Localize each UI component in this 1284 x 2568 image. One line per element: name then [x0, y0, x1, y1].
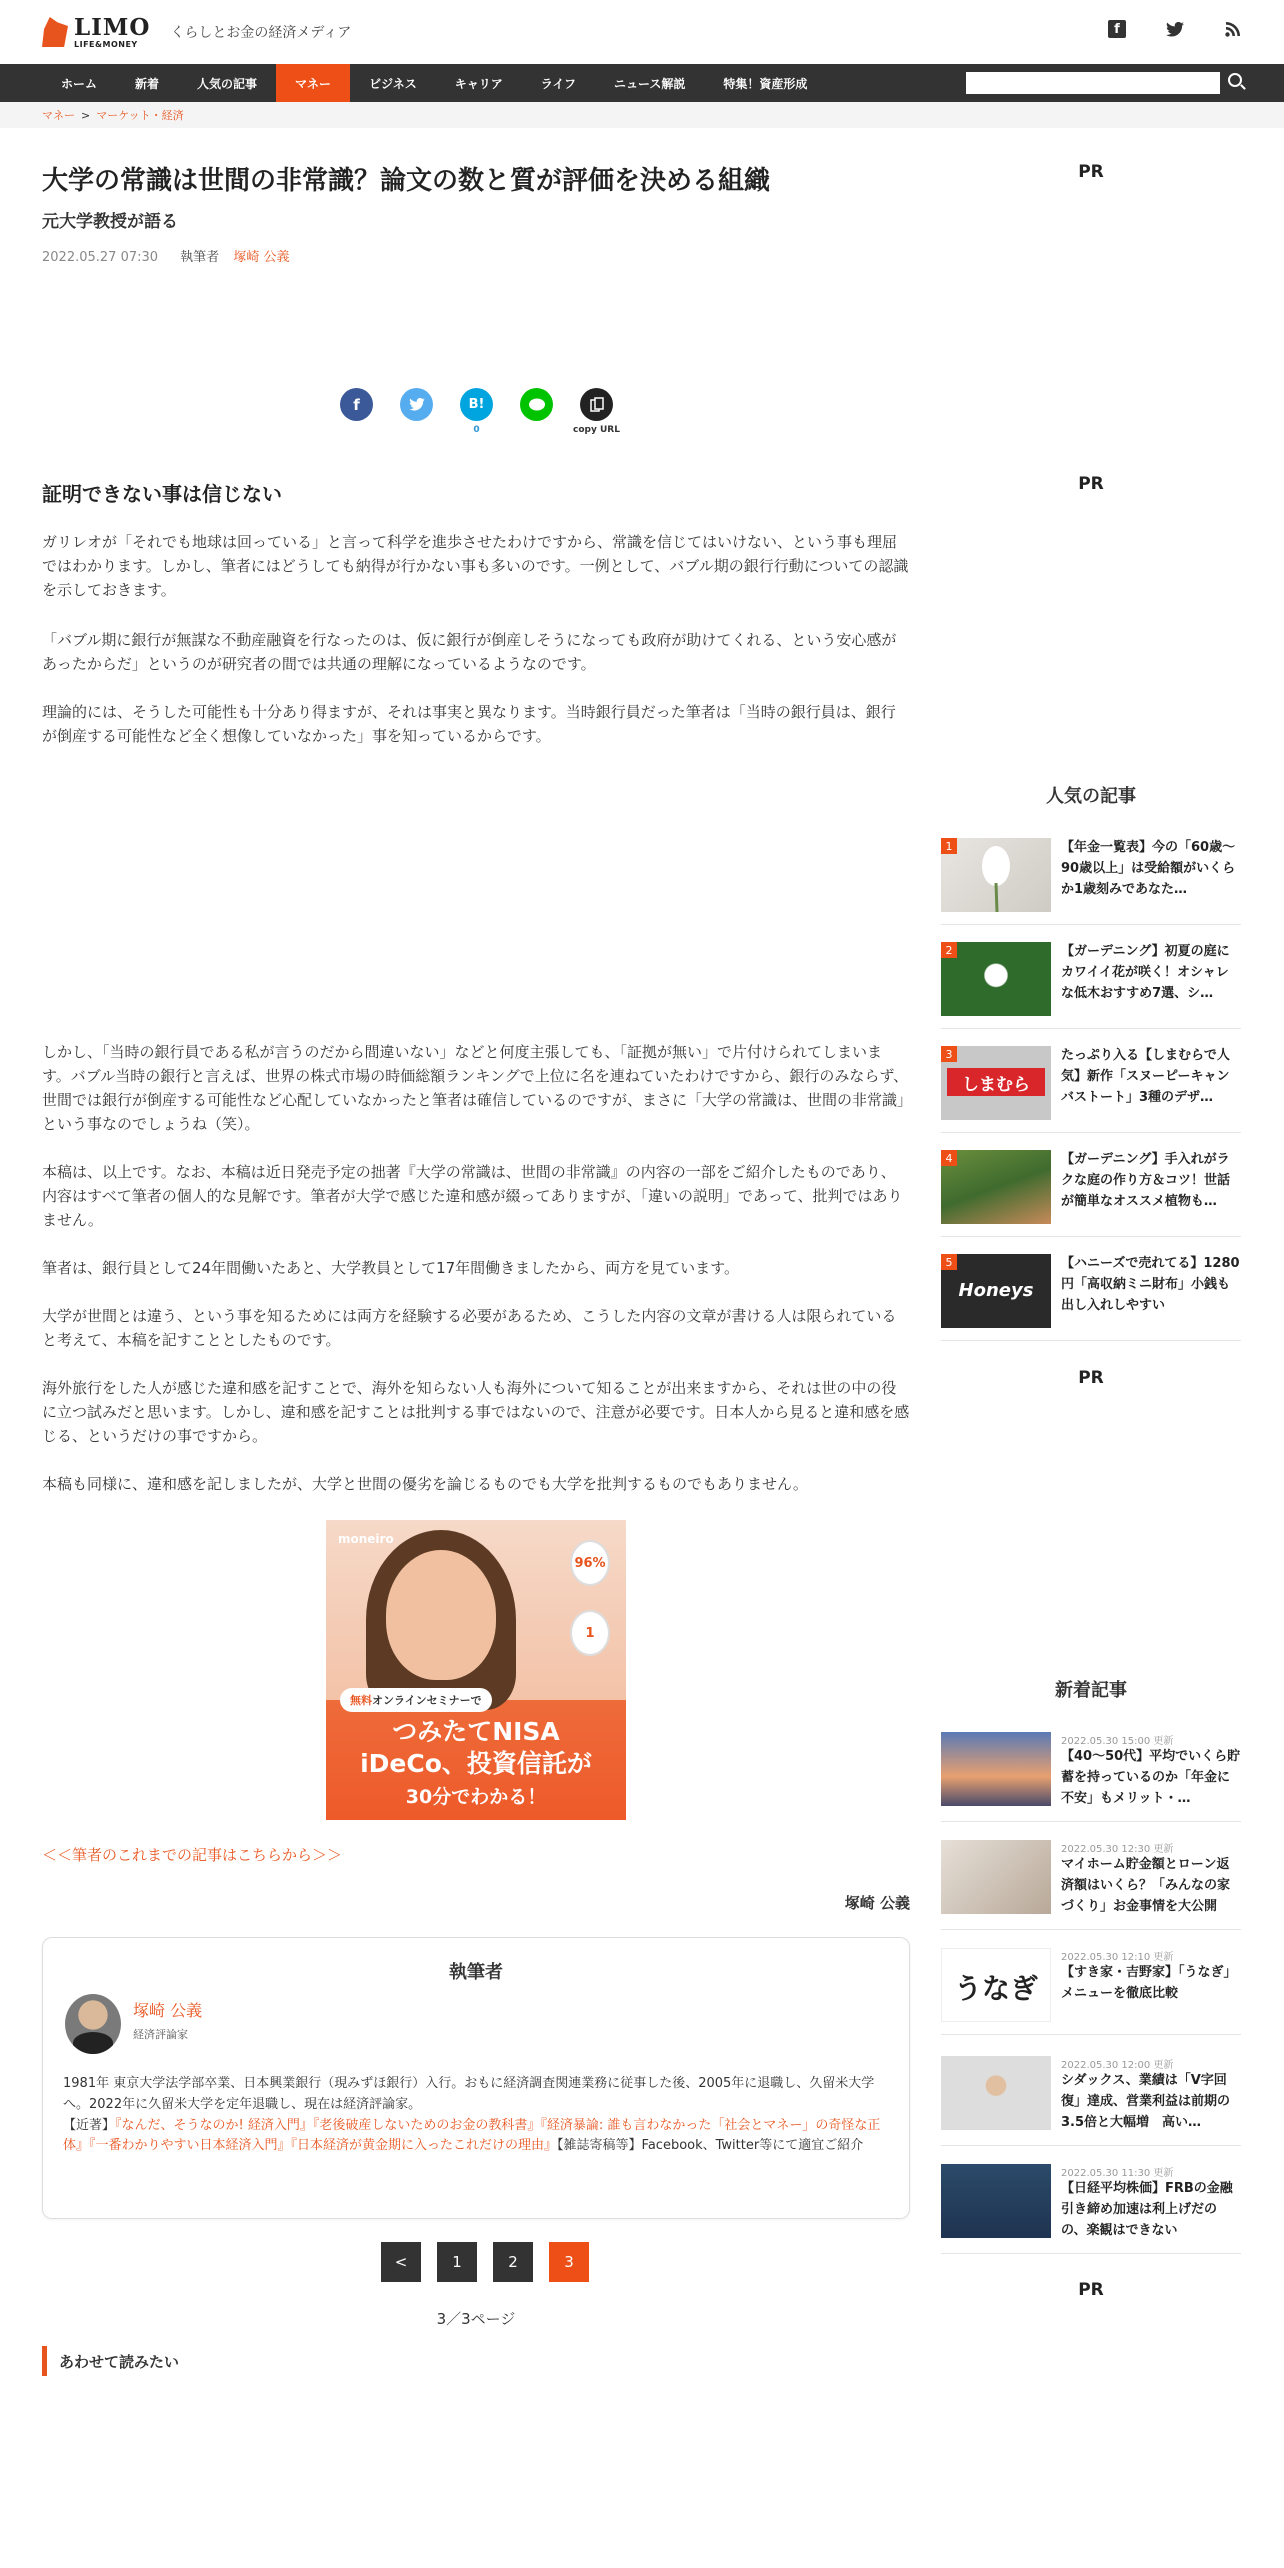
- popular-thumb: [941, 1046, 1051, 1120]
- breadcrumb-market[interactable]: マーケット・経済: [96, 109, 184, 122]
- ad-line-1: つみたてNISA: [392, 1717, 560, 1746]
- social-links: [1108, 20, 1242, 38]
- works-suffix: 【雑誌寄稿等】Facebook、Twitter等にて適宜ご紹介: [557, 2138, 864, 2154]
- share-hatena[interactable]: [460, 388, 493, 439]
- popular-item[interactable]: [941, 1046, 1241, 1133]
- pager-prev-button[interactable]: <: [381, 2242, 421, 2282]
- author-box-title: 執筆者: [449, 1962, 503, 1983]
- facebook-icon[interactable]: f: [1108, 20, 1126, 38]
- ad-pill: [340, 1688, 492, 1712]
- new-article-thumb: [941, 1948, 1051, 2022]
- author-box-role: 経済評論家: [133, 2028, 188, 2041]
- popular-thumb: [941, 1254, 1051, 1328]
- section-heading: 証明できない事は信じない: [42, 482, 282, 506]
- new-article-date: 2022.05.30 12:30 更新: [1061, 1844, 1174, 1855]
- pr-label: PR: [1078, 474, 1104, 494]
- article-date: 2022.05.27 07:30: [42, 250, 159, 266]
- nav-item-home[interactable]: ホーム: [61, 76, 98, 91]
- share-copy-url[interactable]: [573, 388, 620, 439]
- page-title: 大学の常識は世間の非常識？論文の数と質が評価を決める組織: [42, 166, 771, 196]
- author-box-name[interactable]: 塚崎 公義: [133, 2001, 203, 2020]
- article-main: [42, 156, 910, 2416]
- popular-item[interactable]: [941, 1254, 1241, 1341]
- article-paragraph: 理論的には、そうした可能性も十分あり得ますが、それは事実と異なります。当時銀行員だった筆者は「当時の銀行員は、銀行が倒産する可能性など全く想像していなかった」事を知っているからです。: [42, 703, 896, 745]
- pr-label: PR: [1078, 162, 1104, 182]
- new-article-date: 2022.05.30 15:00 更新: [1061, 1736, 1174, 1747]
- work-link[interactable]: 『老後破産しないためのお金の教科書』: [312, 2117, 541, 2133]
- sidebar: [941, 156, 1241, 2356]
- share-line[interactable]: [520, 388, 553, 439]
- ad-badge-satisfaction: 96%: [570, 1540, 610, 1586]
- article-paragraph: 「バブル期に銀行が無謀な不動産融資を行なったのは、仮に銀行が倒産しそうになっても政府が助けてくれる、という安心感があったからだ」というのが研究者の間では共通の理解になっているようなのです。: [42, 631, 897, 673]
- breadcrumb-separator: >: [81, 108, 91, 122]
- popular-item[interactable]: [941, 1150, 1241, 1237]
- share-buttons: [340, 388, 620, 439]
- work-link[interactable]: 『なんだ、そうなのか! 経済入門』: [115, 2117, 313, 2133]
- search-icon[interactable]: [1228, 73, 1242, 87]
- pager-page-2[interactable]: 2: [493, 2242, 533, 2282]
- new-article-item[interactable]: [941, 2056, 1241, 2146]
- new-article-title: シダックス、業績は「V字回復」達成、営業利益は前期の3.5倍と大幅増 高い…: [1061, 2073, 1231, 2130]
- pr-label: PR: [1078, 2280, 1104, 2300]
- author-articles-link[interactable]: ＜＜筆者のこれまでの記事はこちらから＞＞: [42, 1846, 343, 1864]
- author-link[interactable]: 塚崎 公義: [233, 250, 290, 266]
- article-paragraph: 本稿も同様に、違和感を記しましたが、大学と世間の優劣を論じるものでも大学を批判するものでもありません。: [42, 1475, 808, 1493]
- popular-thumb: [941, 1150, 1051, 1224]
- ad-line-2: iDeCo、投資信託が: [360, 1749, 592, 1778]
- logo-main-text: LIMO: [74, 13, 151, 41]
- new-article-date: 2022.05.30 12:00 更新: [1061, 2060, 1174, 2071]
- article-paragraph: ガリレオが「それでも地球は回っている」と言って科学を進歩させたわけですから、常識を信じてはいけない、という事も理屈ではわかります。しかし、筆者にはどうしても納得が行かない事も多いのです。一例として、バブル期の銀行行動についての認識を示しておきます。: [42, 533, 909, 599]
- breadcrumb: [0, 102, 1284, 128]
- work-link[interactable]: 『一番わかりやすい日本経済入門』: [89, 2138, 291, 2154]
- page-count: 3／3ページ: [436, 2310, 516, 2328]
- rank-number: 1: [941, 838, 957, 854]
- shimamura-sign: しまむら: [947, 1068, 1045, 1096]
- nav-item-business[interactable]: ビジネス: [369, 76, 417, 91]
- seminar-ad-banner[interactable]: [326, 1520, 626, 1820]
- popular-item[interactable]: [941, 838, 1241, 925]
- rank-number: 5: [941, 1254, 957, 1270]
- nav-item-career[interactable]: キャリア: [454, 76, 503, 91]
- pagination: [381, 2242, 589, 2282]
- site-logo[interactable]: [42, 13, 151, 49]
- work-link[interactable]: 『日本経済が黄金期に入ったこれだけの理由』: [290, 2138, 558, 2154]
- rss-icon[interactable]: [1224, 20, 1242, 38]
- site-header: [0, 0, 1284, 64]
- article-paragraph: しかし、「当時の銀行員である私が言うのだから間違いない」などと何度主張しても、「証拠が無い」で片付けられてしまいます。バブル当時の銀行と言えば、世界の株式市場の時価総額ランキングで上位に名を連ねていたわけですから、銀行のみならず、世間では銀行が倒産する可能性など心配していなかったと筆者は確信しているのですが、まさに「大学の常識は、世間の非常識」という事なのでしょうね（笑）。: [42, 1043, 909, 1133]
- hatena-count: 0: [473, 425, 480, 435]
- share-twitter[interactable]: [400, 388, 433, 439]
- new-articles-title: 新着記事: [1055, 1680, 1127, 1701]
- facebook-share-icon: f: [340, 388, 373, 421]
- nav-item-popular[interactable]: 人気の記事: [197, 76, 258, 91]
- new-article-thumb: [941, 2056, 1051, 2130]
- new-article-title: 【すき家・吉野家】「うなぎ」メニューを徹底比較: [1061, 1965, 1237, 2001]
- rank-number: 2: [941, 942, 957, 958]
- popular-title: 人気の記事: [1046, 786, 1136, 807]
- ad-badge-rank: 1: [570, 1610, 610, 1656]
- unagi-logo: うなぎ: [953, 1972, 1038, 2005]
- main-nav: [0, 64, 1284, 102]
- new-article-date: 2022.05.30 11:30 更新: [1061, 2168, 1174, 2179]
- popular-thumb: [941, 942, 1051, 1016]
- new-article-title: 【40～50代】平均でいくら貯蓄を持っているのか「年金に不安」もメリット・…: [1061, 1749, 1241, 1806]
- share-facebook[interactable]: [340, 388, 373, 439]
- rank-number: 4: [941, 1150, 957, 1166]
- nav-item-feature[interactable]: 特集！資産形成: [723, 76, 808, 91]
- search-input[interactable]: [966, 72, 1220, 94]
- article-meta: [42, 246, 910, 265]
- work-link[interactable]: 『経済暴論: 誰も言わなかった「社会とマネー」の奇怪な正体』: [63, 2117, 881, 2154]
- popular-title-text: 【ガーデニング】初夏の庭にカワイイ花が咲く！オシャレな低木おすすめ7選、シ…: [1061, 944, 1230, 1001]
- nav-item-new[interactable]: 新着: [135, 76, 160, 91]
- popular-thumb: [941, 838, 1051, 912]
- article-subtitle: 元大学教授が語る: [42, 212, 178, 233]
- copy-url-label: copy URL: [573, 425, 620, 435]
- logo-icon: [42, 17, 68, 47]
- works-prefix: 【近著】: [63, 2117, 116, 2133]
- new-article-item[interactable]: [941, 1732, 1241, 1822]
- popular-item[interactable]: [941, 942, 1241, 1029]
- author-bio: [63, 2074, 889, 2157]
- new-article-title: 【日経平均株価】FRBの金融引き締め加速は利上げだのの、楽観はできない: [1061, 2181, 1233, 2238]
- copy-icon: [580, 388, 613, 421]
- popular-title-text: 【年金一覧表】今の「60歳～90歳以上」は受給額がいくらか1歳刻みであなた…: [1061, 840, 1236, 897]
- logo-sub-text: LIFE&MONEY: [74, 39, 138, 49]
- avatar: [65, 1994, 121, 2054]
- breadcrumb-money[interactable]: マネー: [42, 109, 75, 122]
- new-article-thumb: [941, 1840, 1051, 1914]
- author-signature: 塚崎 公義: [844, 1894, 910, 1912]
- twitter-share-icon: [400, 388, 433, 421]
- author-box: [42, 1937, 910, 2219]
- ad-pill-free: 無料: [350, 1694, 372, 1707]
- ad-brand: moneiro: [338, 1532, 394, 1546]
- ad-photo-face: [386, 1550, 496, 1680]
- popular-title-text: 【ガーデニング】手入れがラクな庭の作り方＆コツ！世話が簡単なオススメ植物も…: [1061, 1152, 1231, 1209]
- new-article-item[interactable]: [941, 1948, 1241, 2035]
- site-tagline: くらしとお金の経済メディア: [170, 25, 352, 41]
- popular-title-text: 【ハニーズで売れてる】1280円「高収納ミニ財布」小銭も出し入れしやすい: [1061, 1256, 1240, 1313]
- hatena-share-icon: B!: [460, 388, 493, 421]
- nav-item-money[interactable]: マネー: [276, 64, 350, 102]
- honeys-logo: Honeys: [958, 1280, 1034, 1301]
- pager-page-1[interactable]: 1: [437, 2242, 477, 2282]
- twitter-icon[interactable]: [1166, 20, 1184, 38]
- new-article-item[interactable]: [941, 2164, 1241, 2254]
- author-label: 執筆者: [180, 250, 220, 266]
- nav-item-news[interactable]: ニュース解説: [614, 76, 686, 91]
- rank-number: 3: [941, 1046, 957, 1062]
- ad-line-3: 30分でわかる！: [405, 1786, 547, 1808]
- new-article-thumb: [941, 1732, 1051, 1806]
- line-share-icon: [520, 388, 553, 421]
- article-paragraph: 大学が世間とは違う、という事を知るためには両方を経験する必要があるため、こうした内容の文章が書ける人は限られていると考えて、本稿を記すこととしたものです。: [42, 1307, 897, 1349]
- nav-item-life[interactable]: ライフ: [540, 76, 576, 91]
- ad-pill-text: オンラインセミナーで: [372, 1694, 482, 1707]
- article-paragraph: 海外旅行をした人が感じた違和感を記すことで、海外を知らない人も海外について知ることが出来ますから、それは世の中の役に立つ試みだと思います。しかし、違和感を記すことは批判する事ではないので、注意が必要です。日本人から見ると違和感を感じる、というだけの事ですから。: [42, 1379, 910, 1445]
- author-bio-text: 1981年 東京大学法学部卒業、日本興業銀行（現みずほ銀行）入行。おもに経済調査関連業務に従事した後、2005年に退職し、久留米大学へ。2022年に久留米大学を定年退職し、現在は経済評論家。: [63, 2076, 875, 2112]
- article-paragraph: 本稿は、以上です。なお、本稿は近日発売予定の拙著『大学の常識は、世間の非常識』の内容の一部をご紹介したものであり、内容はすべて筆者の個人的な見解です。筆者が大学で感じた違和感が綴ってありますが、「違いの説明」であって、批判ではありません。: [42, 1163, 903, 1229]
- new-article-title: マイホーム貯金額とローン返済額はいくら？「みんなの家づくり」お金事情を大公開: [1061, 1857, 1231, 1914]
- pr-label: PR: [1078, 1368, 1104, 1388]
- pager-page-3[interactable]: 3: [549, 2242, 589, 2282]
- also-read-heading: あわせて読みたい: [42, 2346, 179, 2376]
- article-paragraph: 筆者は、銀行員として24年間働いたあと、大学教員として17年間働きましたから、両方を見ています。: [42, 1259, 739, 1277]
- new-article-thumb: [941, 2164, 1051, 2238]
- popular-title-text: たっぷり入る【しまむらで人気】新作「スヌーピーキャンバストート」3種のデザ…: [1061, 1048, 1230, 1105]
- new-article-date: 2022.05.30 12:10 更新: [1061, 1952, 1174, 1963]
- new-article-item[interactable]: [941, 1840, 1241, 1930]
